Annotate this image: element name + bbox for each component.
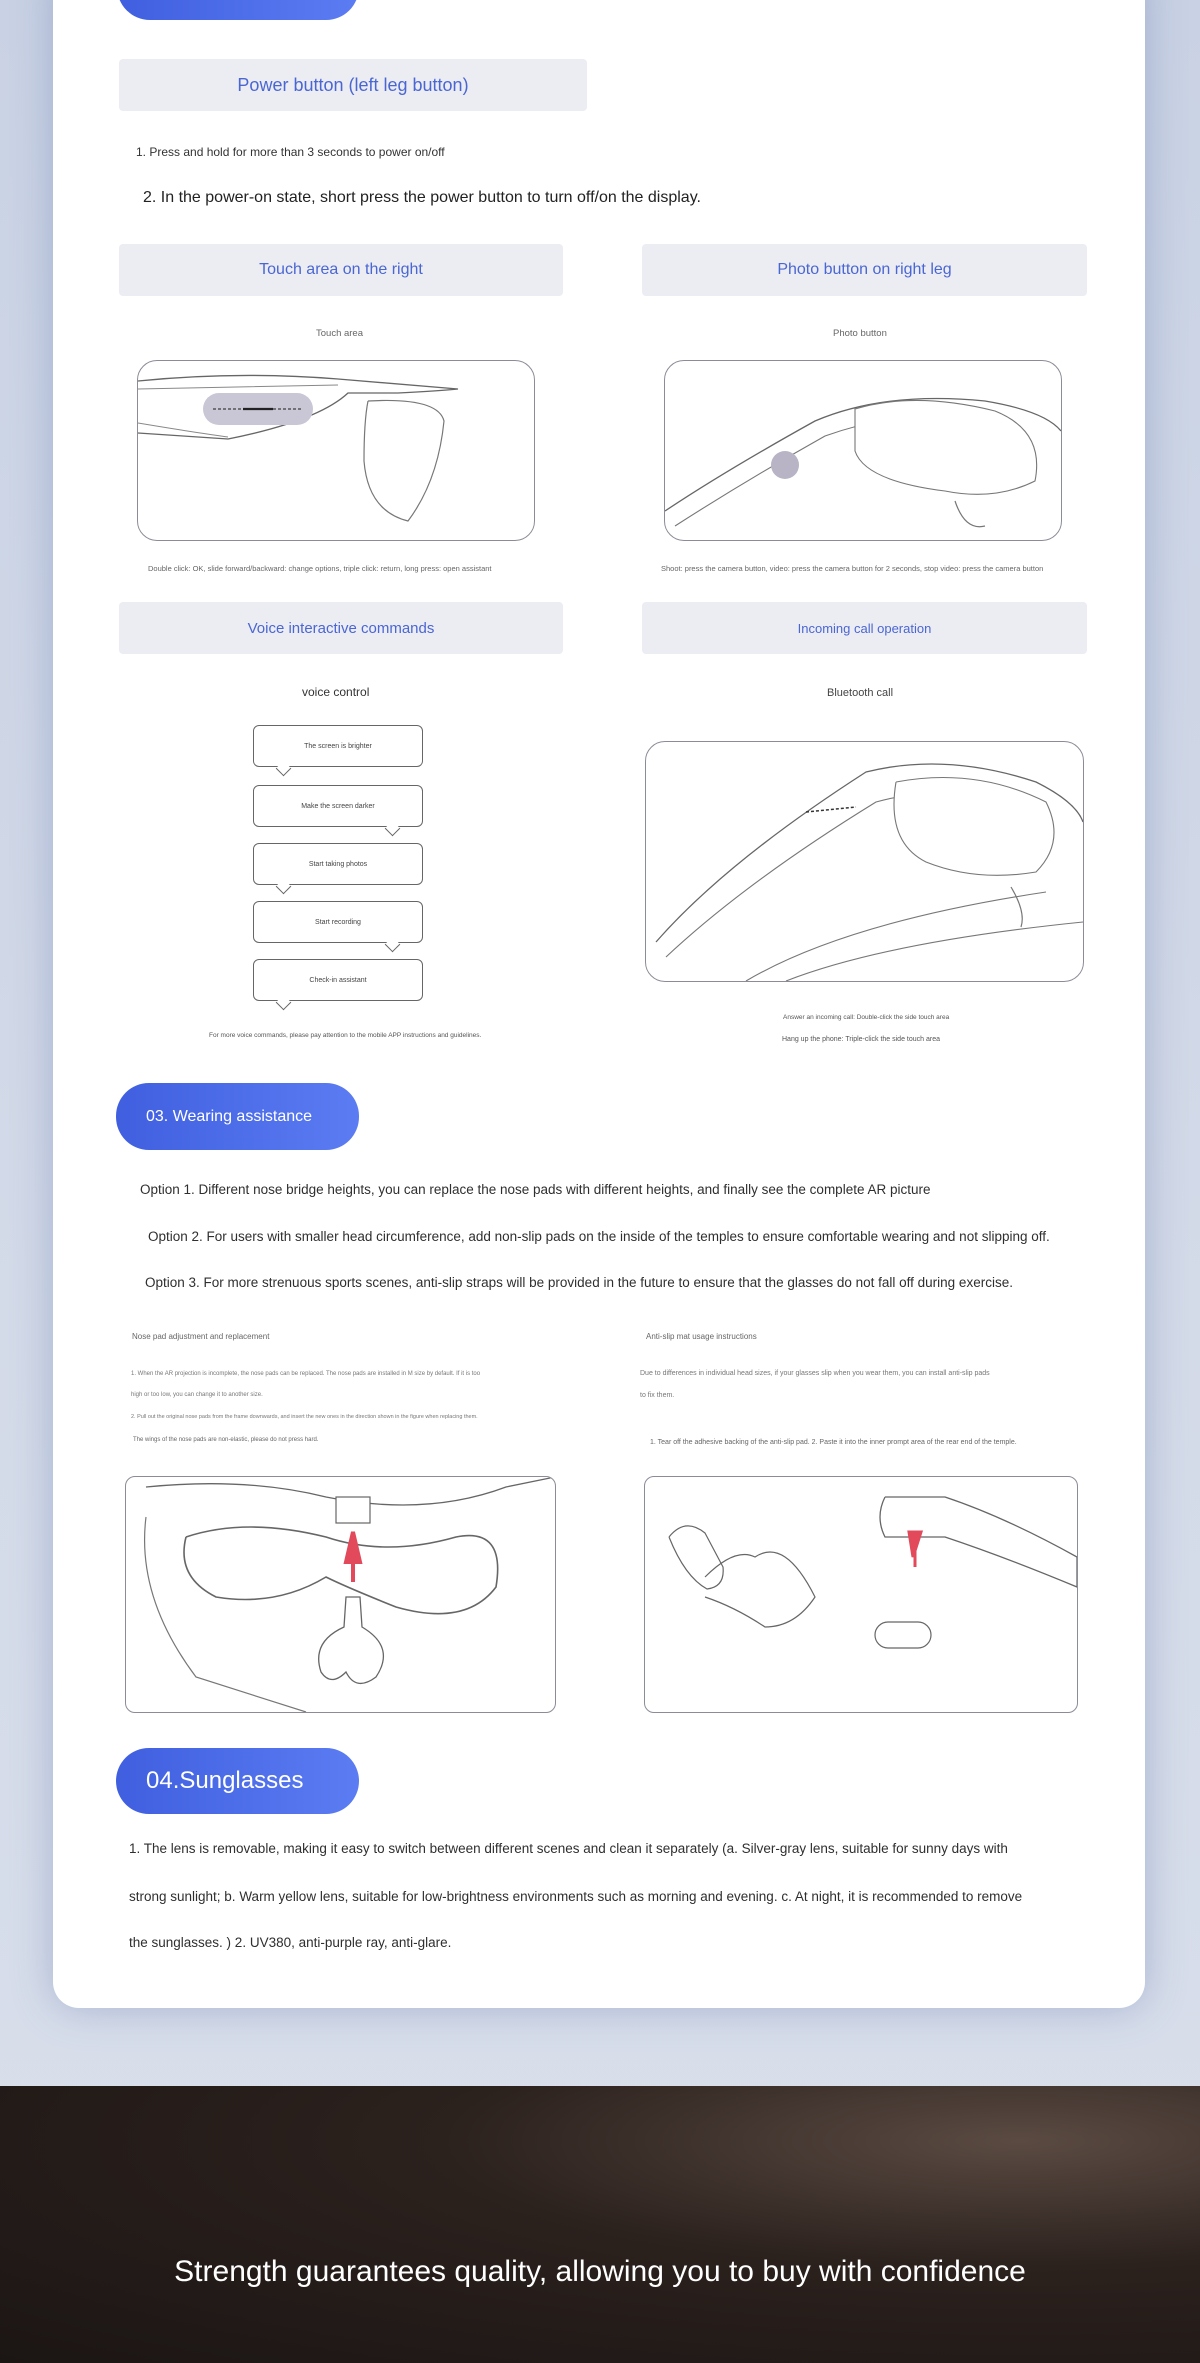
voice-note: For more voice commands, please pay attention to the mobile APP instructions and guidelines. [209, 1032, 482, 1039]
power-step-2: 2. In the power-on state, short press the power button to turn off/on the display. [143, 189, 701, 206]
sunglasses-line-2: strong sunlight; b. Warm yellow lens, suitable for low-brightness environments such as morning and evening. c. At night, it is recommended to remove [129, 1889, 1023, 1904]
sunglasses-pill [116, 1748, 359, 1814]
nose-pad-line-4: The wings of the nose pads are non-elastic, please do not press hard. [133, 1437, 319, 1443]
power-button-header-text: Power button (left leg button) [237, 74, 469, 95]
call-hangup-line: Hang up the phone: Triple-click the side touch area [782, 1036, 940, 1043]
photo-button-header-text: Photo button on right leg [777, 261, 952, 278]
wearing-assistance-pill [116, 1083, 359, 1150]
nose-pad-line-3: 2. Pull out the original nose pads from the frame downwards, and insert the new ones in the direction shown in the figure when replacing them. [131, 1414, 478, 1420]
touch-area-header-text: Touch area on the right [259, 261, 423, 278]
nose-pad-line-2: high or too low, you can change it to another size. [131, 1392, 263, 1398]
photo-button-caption: Shoot: press the camera button, video: press the camera button for 2 seconds, stop video: press the camera button [661, 564, 1044, 573]
anti-slip-line-2: to fix them. [640, 1392, 675, 1399]
anti-slip-line-3: 1. Tear off the adhesive backing of the anti-slip pad. 2. Paste it into the inner prompt area of the rear end of the temple. [650, 1439, 1017, 1446]
wearing-option-3: Option 3. For more strenuous sports scenes, anti-slip straps will be provided in the future to ensure that the glasses do not fall off during exercise. [145, 1275, 1013, 1290]
voice-bubble-2: Make the screen darker [253, 785, 423, 827]
wearing-assistance-pill-text: 03. Wearing assistance [146, 1107, 313, 1125]
wearing-option-1: Option 1. Different nose bridge heights, you can replace the nose pads with different heights, and finally see the complete AR picture [140, 1182, 931, 1197]
sunglasses-line-1: 1. The lens is removable, making it easy to switch between different scenes and clean it separately (a. Silver-gray lens, suitable for sunny days with [129, 1841, 1008, 1856]
touch-area-figure [137, 360, 535, 541]
voice-commands-header-text: Voice interactive commands [247, 619, 435, 637]
voice-bubble-1: The screen is brighter [253, 725, 423, 767]
nose-pad-line-1: 1. When the AR projection is incomplete, the nose pads can be replaced. The nose pads are installed in M size by default. If it is too [131, 1371, 481, 1377]
nose-pad-illustration [126, 1477, 555, 1712]
voice-control-label: voice control [302, 685, 370, 699]
touch-area-header [119, 244, 563, 296]
quality-banner [0, 2086, 1200, 2363]
anti-slip-illustration [645, 1477, 1077, 1712]
incoming-call-header-text: Incoming call operation [797, 620, 932, 636]
voice-bubble-3: Start taking photos [253, 843, 423, 885]
anti-slip-line-1: Due to differences in individual head sizes, if your glasses slip when you wear them, you can install anti-slip pads [640, 1370, 990, 1377]
nose-pad-title: Nose pad adjustment and replacement [132, 1332, 270, 1341]
photo-button-header [642, 244, 1087, 296]
anti-slip-title: Anti-slip mat usage instructions [646, 1332, 757, 1341]
wearing-option-2: Option 2. For users with smaller head circumference, add non-slip pads on the inside of the temples to ensure comfortable wearing and not slipping off. [148, 1229, 1050, 1244]
anti-slip-figure [644, 1476, 1078, 1713]
photo-button-figure [664, 360, 1062, 541]
quality-banner-title: Strength guarantees quality, allowing you to buy with confidence [174, 2255, 1026, 2288]
photo-button-label: Photo button [833, 328, 887, 339]
nose-pad-figure [125, 1476, 556, 1713]
power-step-1: 1. Press and hold for more than 3 seconds to power on/off [136, 145, 445, 159]
sunglasses-pill-text: 04.Sunglasses [146, 1767, 304, 1794]
glasses-angled-illustration [665, 361, 1061, 540]
voice-bubble-5: Check-in assistant [253, 959, 423, 1001]
voice-commands-header [119, 602, 563, 654]
incoming-call-header [642, 602, 1087, 654]
glasses-side-illustration [138, 361, 534, 540]
voice-bubble-4: Start recording [253, 901, 423, 943]
sunglasses-line-3: the sunglasses. ) 2. UV380, anti-purple ray, anti-glare. [129, 1935, 452, 1950]
bluetooth-call-label: Bluetooth call [827, 687, 894, 699]
call-answer-line: Answer an incoming call: Double-click the side touch area [783, 1014, 950, 1021]
section-pill-cutoff [117, 0, 359, 20]
glasses-top-illustration [646, 742, 1083, 981]
touch-area-label: Touch area [316, 328, 364, 339]
touch-area-caption: Double click: OK, slide forward/backward: change options, triple click: return, long press: open assistant [148, 564, 492, 573]
power-button-header [119, 59, 587, 111]
incoming-call-figure [645, 741, 1084, 982]
